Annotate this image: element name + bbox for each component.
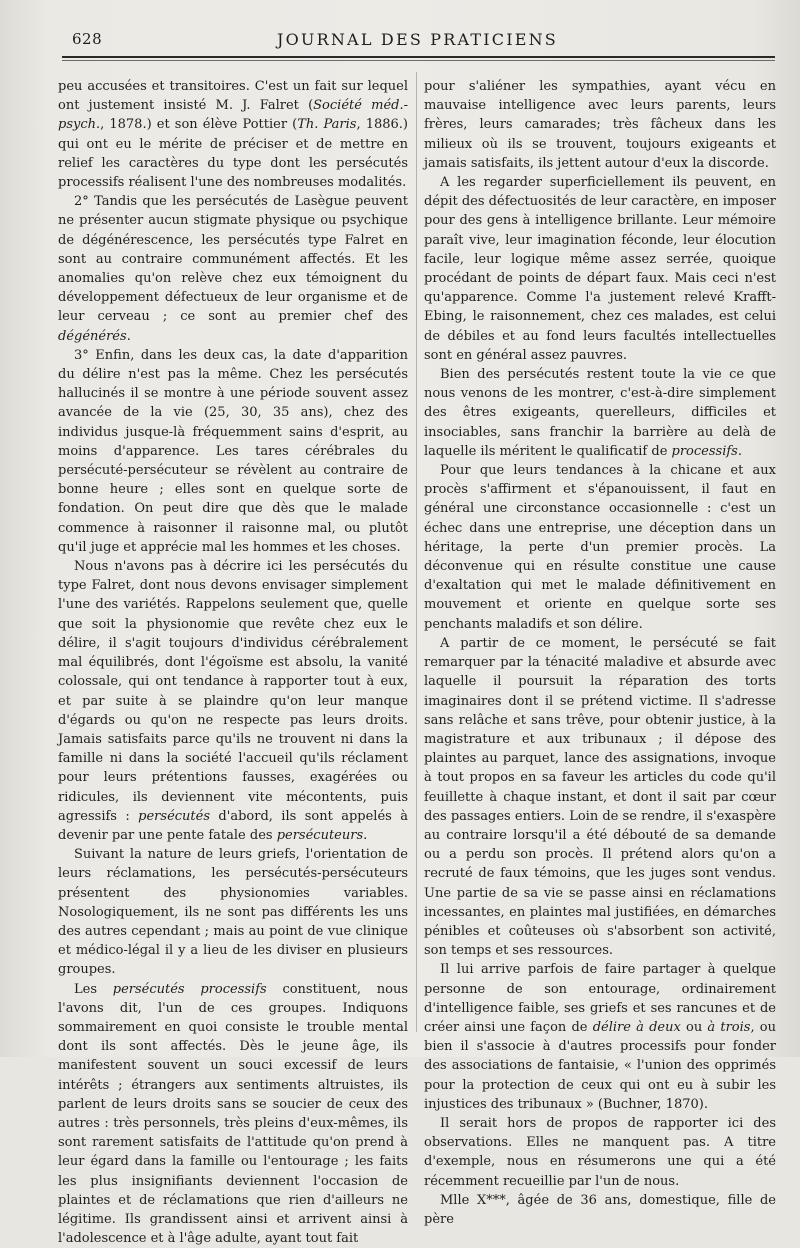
running-title: JOURNAL DES PRATICIENS	[277, 30, 558, 49]
paragraph: Les persécutés processifs constituent, nous l'avons dit, l'un de ces groupes. Indiquons sommairement en quoi consiste le trouble mental dont ils sont affectés. Dès le jeune âge, ils manifestent souvent un souci excessif de leurs intérêts ; étrangers aux sentiments altruistes, ils parlent de leurs droits sans se soucier de ceux des autres : très personnels, très pleins d'eux-mêmes, ils sont rarement satisfaits de l'attitude qu'on prend à leur égard dans la famille ou l'entourage ; les faits les plus insignifiants deviennent l'occasion de plaintes et de réclamations que rien d'ailleurs ne légitime. Ils grandissent ainsi et arrivent ainsi à l'adolescence et à l'âge adulte, ayant tout fait	[58, 981, 408, 1247]
column-divider	[416, 72, 417, 1032]
paragraph: Nous n'avons pas à décrire ici les persécutés du type Falret, dont nous devons envisager simplement l'une des variétés. Rappelons seulement que, quelle que soit la physionomie que revête chez eux le délire, il s'agit toujours d'individus cérébralement mal équilibrés, dont l'égoïsme est absolu, la vanité colossale, qui ont tendance à rapporter tout à eux, et par suite à se plaindre qu'on leur manque d'égards ou qu'on ne respecte pas leurs droits. Jamais satisfaits parce qu'ils ne trouvent ni dans la famille ni dans la société l'accueil qu'ils réclament pour leurs prétentions fausses, exagérées ou ridicules, ils deviennent vite mécontents, puis agressifs : persécutés d'abord, ils sont appelés à devenir par une pente fatale des persécuteurs.	[58, 559, 408, 843]
paragraph: Il lui arrive parfois de faire partager à quelque personne de son entourage, ordinairement d'intelligence faible, ses griefs et ses rancunes et de créer ainsi une façon de délire à deux ou à trois, ou bien il s'associe à d'autres processifs pour fonder des associations de fantaisie, « l'union des opprimés pour la protection de ceux qui ont eu à subir les injustices des tribunaux » (Buchner, 1870).	[424, 962, 776, 1112]
paragraph: 3° Enfin, dans les deux cas, la date d'apparition du délire n'est pas la même. Chez les persécutés hallucinés il se montre à une période souvent assez avancée de la vie (25, 30, 35 ans), chez des individus jusque-là fréquemment sains d'esprit, au moins d'apparence. Les tares cérébrales du persécuté-persécuteur se révèlent au contraire de bonne heure ; elles sont en quelque sorte de fondation. On peut dire que dès que le malade commence à raisonner il raisonne mal, ou plutôt qu'il juge et apprécie mal les hommes et les choses.	[58, 347, 408, 555]
paragraph: A les regarder superficiellement ils peuvent, en dépit des défectuosités de leur caractère, en imposer pour des gens à intelligence brillante. Leur mémoire paraît vive, leur imagination féconde, leur élocution facile, leur logique même assez serrée, quoique procédant de points de départ faux. Mais ceci n'est qu'apparence. Comme l'a justement relevé Krafft-Ebing, le raisonnement, chez ces malades, est celui de débiles et au fond leurs facultés intellectuelles sont en général assez pauvres.	[424, 175, 776, 363]
paragraph: Pour que leurs tendances à la chicane et aux procès s'affirment et s'épanouissent, il faut en général une circonstance occasionnelle : c'est un échec dans une entreprise, une déception dans un héritage, la perte d'un premier procès. La déconvenue qui en résulte constitue une cause d'exaltation qui met le malade définitivement en mouvement et oriente en quelque sorte ses penchants maladifs et son délire.	[424, 463, 776, 632]
paragraph: peu accusées et transitoires. C'est un fait sur lequel ont justement insisté M. J. Falret (Société méd.-psych., 1878.) et son élève Pottier (Th. Paris, 1886.) qui ont eu le mérite de préciser et de mettre en relief les caractères du type dont les persécutés processifs réalisent l'une des nombreuses modalités.	[58, 79, 408, 191]
paragraph: Mlle X***, âgée de 36 ans, domestique, fille de père	[424, 1192, 776, 1227]
page-number: 628	[72, 30, 103, 48]
paragraph: A partir de ce moment, le persécuté se fait remarquer par la ténacité maladive et absurde avec laquelle il poursuit la réparation des torts imaginaires dont il se prétend victime. Il s'adresse sans relâche et sans trêve, pour obtenir justice, à la magistrature et aux tribunaux ; il dépose des plaintes au parquet, lance des assignations, invoque à tout propos en sa faveur les articles du code qu'il feuillette à chaque instant, et dont il sait par cœur des passages entiers. Loin de se rendre, il s'exaspère au contraire lorsqu'il a été débouté de sa demande ou a perdu son procès. Il prétend alors qu'on a recruté de faux témoins, que les juges sont vendus. Une partie de sa vie se passe ainsi en réclamations incessantes, en plaintes mal justifiées, en démarches pénibles et coûteuses où s'absorbent son activité, son temps et ses ressources.	[424, 635, 776, 959]
paragraph: Suivant la nature de leurs griefs, l'orientation de leurs réclamations, les persécutés-persécuteurs présentent des physionomies variables. Nosologiquement, ils ne sont pas différents les uns des autres cependant ; mais au point de vue clinique et médico-légal il y a lieu de les diviser en plusieurs groupes.	[58, 847, 408, 978]
paragraph: pour s'aliéner les sympathies, ayant vécu en mauvaise intelligence avec leurs parents, leurs frères, leurs camarades; très fâcheux dans les milieux où ils se trouvent, toujours exigeants et jamais satisfaits, ils jettent autour d'eux la discorde.	[424, 79, 776, 171]
header-rule	[62, 56, 775, 58]
right-column	[424, 77, 776, 1227]
paragraph: Bien des persécutés restent toute la vie ce que nous venons de les montrer, c'est-à-dire simplement des êtres exigeants, querelleurs, difficiles et insociables, sans franchir la barrière au delà de laquelle ils méritent le qualificatif de processifs.	[424, 367, 776, 459]
left-column	[58, 77, 408, 1247]
paragraph: Il serait hors de propos de rapporter ici des observations. Elles ne manquent pas. A titre d'exemple, nous en résumerons une qui a été récemment recueillie par l'un de nous.	[424, 1115, 776, 1189]
header-rule-thin	[62, 60, 775, 61]
page-header	[60, 28, 775, 52]
paragraph: 2° Tandis que les persécutés de Lasègue peuvent ne présenter aucun stigmate physique ou psychique de dégénérescence, les persécutés type Falret en sont au contraire communément affectés. Et les anomalies qu'on relève chez eux témoignent du développement défectueux de leur organisme et de leur cerveau ; ce sont au premier chef des dégénérés.	[58, 194, 408, 344]
